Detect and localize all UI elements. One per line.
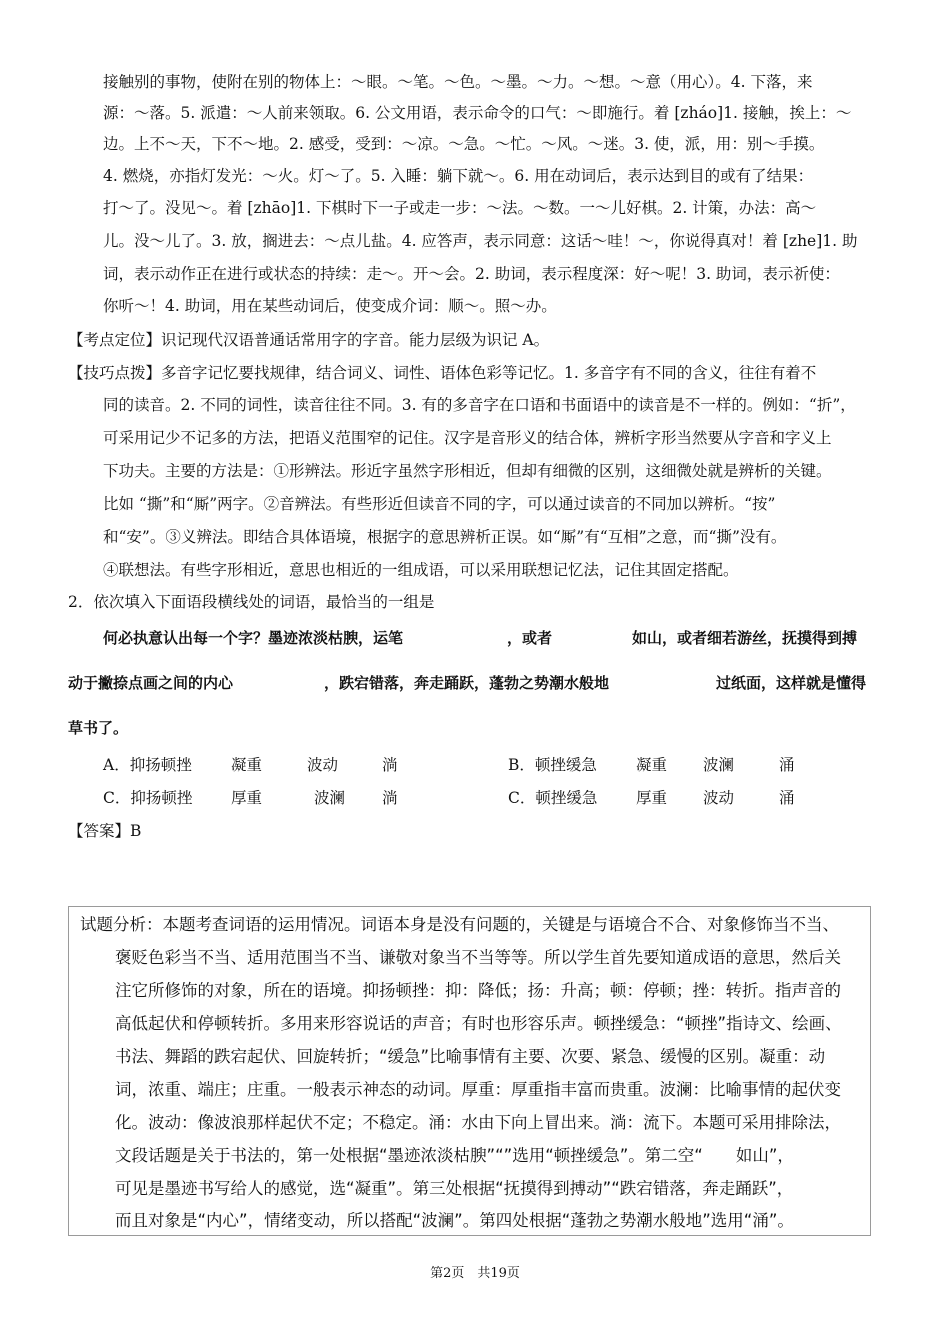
passage-text: 草书了。 [68, 719, 129, 737]
option-word: 波动 [307, 756, 339, 774]
option-label: B．顿挫缓急 [508, 756, 597, 774]
text-line: 你听～！4. 助词，用在某些动词后，使变成介词：顺～。照～办。 [103, 297, 557, 315]
analysis-line: 化。波动：像波浪那样起伏不定；不稳定。涌：水由下向上冒出来。淌：流下。本题可采用排除法， [115, 1113, 841, 1132]
passage-text: 过纸面，这样就是懂得 [716, 674, 867, 692]
option-word: 淌 [382, 756, 398, 774]
option-word: 厚重 [636, 789, 668, 807]
jiqiao-heading-line: 【技巧点拨】多音字记忆要找规律，结合词义、词性、语体色彩等记忆。1. 多音字有不同的含义，往往有着不 [68, 364, 817, 382]
text-line: 4. 燃烧，亦指灯发光：～火。灯～了。5. 入睡：躺下就～。6. 用在动词后，表示达到目的或有了结果： [103, 167, 814, 185]
option-word: 凝重 [636, 756, 668, 774]
page-footer: 第2页 共19页 [430, 1266, 520, 1281]
analysis-line: 书法、舞蹈的跌宕起伏、回旋转折；“缓急”比喻事情有主要、次要、紧急、缓慢的区别。凝重：动 [115, 1047, 826, 1066]
option-word: 厚重 [231, 789, 263, 807]
option-label: C．顿挫缓急 [508, 789, 598, 807]
text-line: ④联想法。有些字形相近，意思也相近的一组成语，可以采用联想记忆法，记住其固定搭配。 [103, 561, 739, 579]
text-line: 同的读音。2. 不同的词性，读音往往不同。3. 有的多音字在口语和书面语中的读音是不一样的。例如：“折”， [103, 396, 856, 414]
analysis-line: 试题分析：本题考查词语的运用情况。词语本身是没有问题的，关键是与语境合不合、对象修饰当不当、 [80, 915, 839, 934]
analysis-line: 词，浓重、端庄；庄重。一般表示神态的动词。厚重：厚重指丰富而贵重。波澜：比喻事情的起伏变 [115, 1080, 841, 1099]
text-line: 边。上不～天，下不～地。2. 感受，受到：～凉。～急。～忙。～风。～迷。3. 使，派，用：别～手摸。 [103, 135, 825, 153]
kaodian-line: 【考点定位】识记现代汉语普通话常用字的字音。能力层级为识记 A。 [68, 331, 550, 349]
text-line: 词，表示动作正在进行或状态的持续：走～。开～会。2. 助词，表示程度深：好～呢！3. 助词，表示祈使： [103, 265, 840, 283]
option-label: C．抑扬顿挫 [103, 789, 193, 807]
text-line: 源：～落。5. 派遣：～人前来领取。6. 公文用语，表示命令的口气：～即施行。着 [zháo]1. 接触，挨上：～ [103, 104, 852, 122]
option-word: 波澜 [314, 789, 346, 807]
analysis-line: 文段话题是关于书法的，第一处根据“墨迹浓淡枯腴”“”选用“顿挫缓急”。第二空“ 如山”， [115, 1146, 794, 1165]
answer-line: 【答案】B [68, 822, 142, 840]
text-line: 打～了。没见～。着 [zhāo]1. 下棋时下一子或走一步：～法。～数。一～儿好棋。2. 计策，办法：高～ [103, 199, 817, 217]
option-word: 淌 [382, 789, 398, 807]
analysis-line: 而且对象是“内心”，情绪变动，所以搭配“波澜”。第四处根据“蓬勃之势潮水般地”选用“涌”。 [115, 1211, 794, 1230]
option-word: 涌 [779, 789, 795, 807]
passage-text: 何必执意认出每一个字？墨迹浓淡枯腴，运笔 [103, 629, 404, 647]
text-line: 儿。没～儿了。3. 放，搁进去：～点儿盐。4. 应答声，表示同意：这话～哇！～，你说得真对！着 [zhe]1. 助 [103, 232, 858, 250]
text-line: 下功夫。主要的方法是：①形辨法。形近字虽然字形相近，但却有细微的区别，这细微处就是辨析的关键。 [103, 462, 832, 480]
text-line: 接触别的事物，使附在别的物体上：～眼。～笔。～色。～墨。～力。～想。～意（用心）。4. 下落，来 [103, 73, 813, 91]
text-line: 和“安”。③义辨法。即结合具体语境，根据字的意思辨析正误。如“厮”有“互相”之意，而“撕”没有。 [103, 528, 787, 546]
analysis-line: 注它所修饰的对象，所在的语境。抑扬顿挫：抑：降低；扬：升高；顿：停顿；挫：转折。指声音的 [115, 981, 841, 1000]
option-word: 波动 [703, 789, 735, 807]
option-word: 凝重 [231, 756, 263, 774]
option-word: 涌 [779, 756, 795, 774]
passage-text: 动于撇捺点画之间的内心 [68, 674, 234, 692]
analysis-line: 可见是墨迹书写给人的感觉，选“凝重”。第三处根据“抚摸得到搏动”“跌宕错落，奔走踊跃”， [115, 1179, 794, 1198]
text-line: 可采用记少不记多的方法，把语义范围窄的记住。汉字是音形义的结合体，辨析字形当然要从字音和字义上 [103, 429, 832, 447]
passage-text: ，跌宕错落，奔走踊跃，蓬勃之势潮水般地 [324, 674, 610, 692]
analysis-line: 高低起伏和停顿转折。多用来形容说话的声音；有时也形容乐声。顿挫缓急：“顿挫”指诗文、绘画、 [115, 1014, 842, 1033]
text-line: 比如 “撕”和“厮”两字。②音辨法。有些形近但读音不同的字，可以通过读音的不同加以辨析。“按” [103, 495, 776, 513]
analysis-line: 褒贬色彩当不当、适用范围当不当、谦敬对象当不当等等。所以学生首先要知道成语的意思，然后关 [115, 948, 841, 967]
option-label: A．抑扬顿挫 [103, 756, 192, 774]
question-stem: 2．依次填入下面语段横线处的词语，最恰当的一组是 [68, 593, 435, 611]
passage-text: ，或者 [507, 629, 553, 647]
passage-text: 如山，或者细若游丝，抚摸得到搏 [632, 629, 858, 647]
option-word: 波澜 [703, 756, 735, 774]
